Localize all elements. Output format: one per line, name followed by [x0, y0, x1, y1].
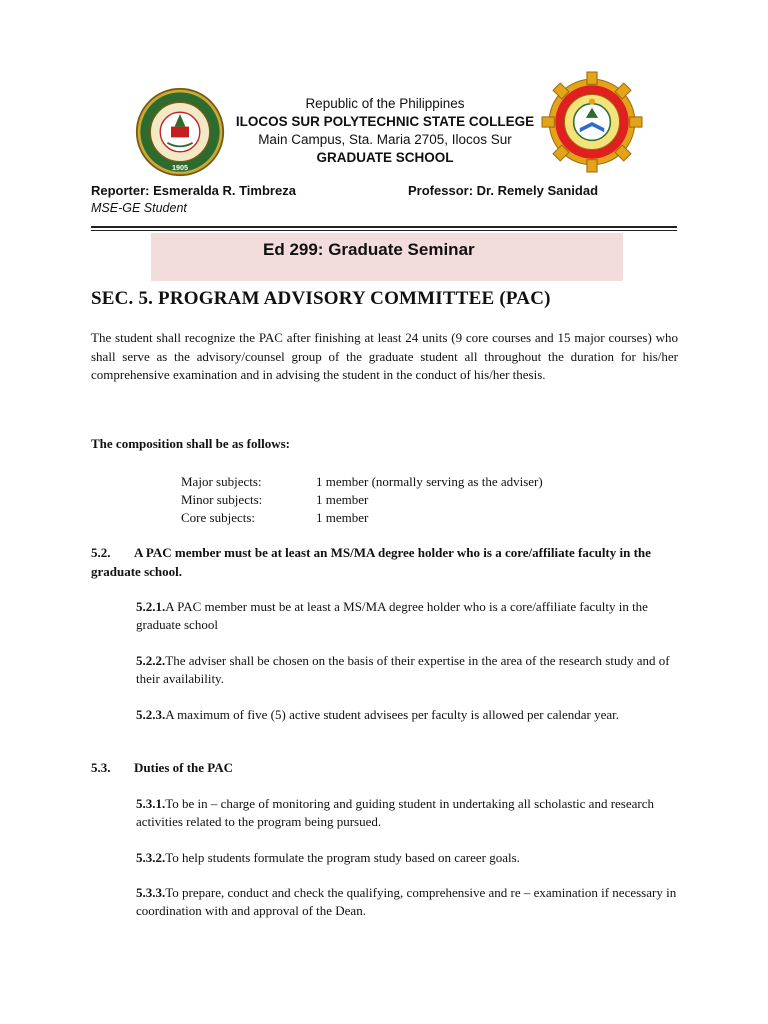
section-title: SEC. 5. PROGRAM ADVISORY COMMITTEE (PAC)	[91, 288, 551, 309]
item-number: 5.3.1.	[136, 796, 166, 811]
composition-list	[181, 473, 543, 527]
list-item	[136, 849, 681, 867]
subject-label: Core subjects:	[181, 510, 256, 525]
item-text: A maximum of five (5) active student advisees per faculty is allowed per calendar year.	[165, 707, 619, 722]
item-number: 5.3.2.	[136, 850, 166, 865]
svg-text:1905: 1905	[172, 162, 188, 172]
item-text: To help students formulate the program study based on career goals.	[165, 850, 520, 865]
professor-name: Professor: Dr. Remely Sanidad	[408, 183, 599, 198]
subject-label: Major subjects:	[181, 474, 262, 489]
institution-header	[230, 95, 540, 167]
reporter-role: MSE-GE Student	[91, 201, 187, 215]
item-text: The adviser shall be chosen on the basis of their expertise in the area of the research study and of their availability.	[136, 653, 670, 686]
item-number: 5.2.3.	[136, 707, 166, 722]
member-count: 1 member	[316, 510, 369, 525]
section-heading-text: A PAC member must be at least an MS/MA degree holder who is a core/affiliate faculty in the graduate school.	[91, 545, 651, 579]
campus-address: Main Campus, Sta. Maria 2705, Ilocos Sur	[258, 132, 512, 147]
composition-row	[181, 509, 543, 527]
graduate-school-seal-logo	[541, 71, 643, 173]
member-count: 1 member (normally serving as the adviser)	[316, 474, 543, 489]
divider-rule	[91, 226, 677, 228]
item-text: A PAC member must be at least a MS/MA degree holder who is a core/affiliate faculty in the graduate school	[136, 599, 648, 632]
intro-paragraph: The student shall recognize the PAC after finishing at least 24 units (9 core courses and 15 major courses) who shall serve as the advisory/counsel group of the graduate student all throughout the duration for his/her comprehensive examination and in advising the student in the conduct of his/her thesis.	[91, 330, 678, 382]
section-heading-text: Duties of the PAC	[134, 760, 234, 775]
composition-row	[181, 491, 543, 509]
item-text: To prepare, conduct and check the qualifying, comprehensive and re – examination if necessary in coordination with and approval of the Dean.	[136, 885, 677, 918]
college-name: ILOCOS SUR POLYTECHNIC STATE COLLEGE	[235, 114, 535, 129]
item-number: 5.2.1.	[136, 599, 166, 614]
member-count: 1 member	[316, 492, 369, 507]
item-number: 5.2.2.	[136, 653, 166, 668]
course-title: Ed 299: Graduate Seminar	[263, 240, 475, 259]
section-number: 5.3.	[91, 760, 111, 775]
divider-rule-thin	[91, 230, 677, 231]
republic-line: Republic of the Philippines	[305, 96, 465, 111]
graduate-school-line: GRADUATE SCHOOL	[316, 150, 454, 165]
list-item	[136, 706, 681, 724]
subject-label: Minor subjects:	[181, 492, 263, 507]
college-seal-logo	[135, 87, 225, 177]
course-banner	[151, 233, 623, 281]
list-item	[136, 652, 681, 688]
item-number: 5.3.3.	[136, 885, 166, 900]
section-number: 5.2.	[91, 545, 111, 560]
list-item	[136, 795, 681, 831]
reporter-name: Reporter: Esmeralda R. Timbreza	[91, 183, 296, 198]
composition-row	[181, 473, 543, 491]
list-item	[136, 598, 681, 634]
section-5-3-heading	[91, 759, 671, 778]
section-5-2-heading	[91, 544, 671, 581]
item-text: To be in – charge of monitoring and guiding student in undertaking all scholastic and research activities related to the program being pursued.	[136, 796, 655, 829]
list-item	[136, 884, 681, 920]
composition-title: The composition shall be as follows:	[91, 436, 290, 451]
